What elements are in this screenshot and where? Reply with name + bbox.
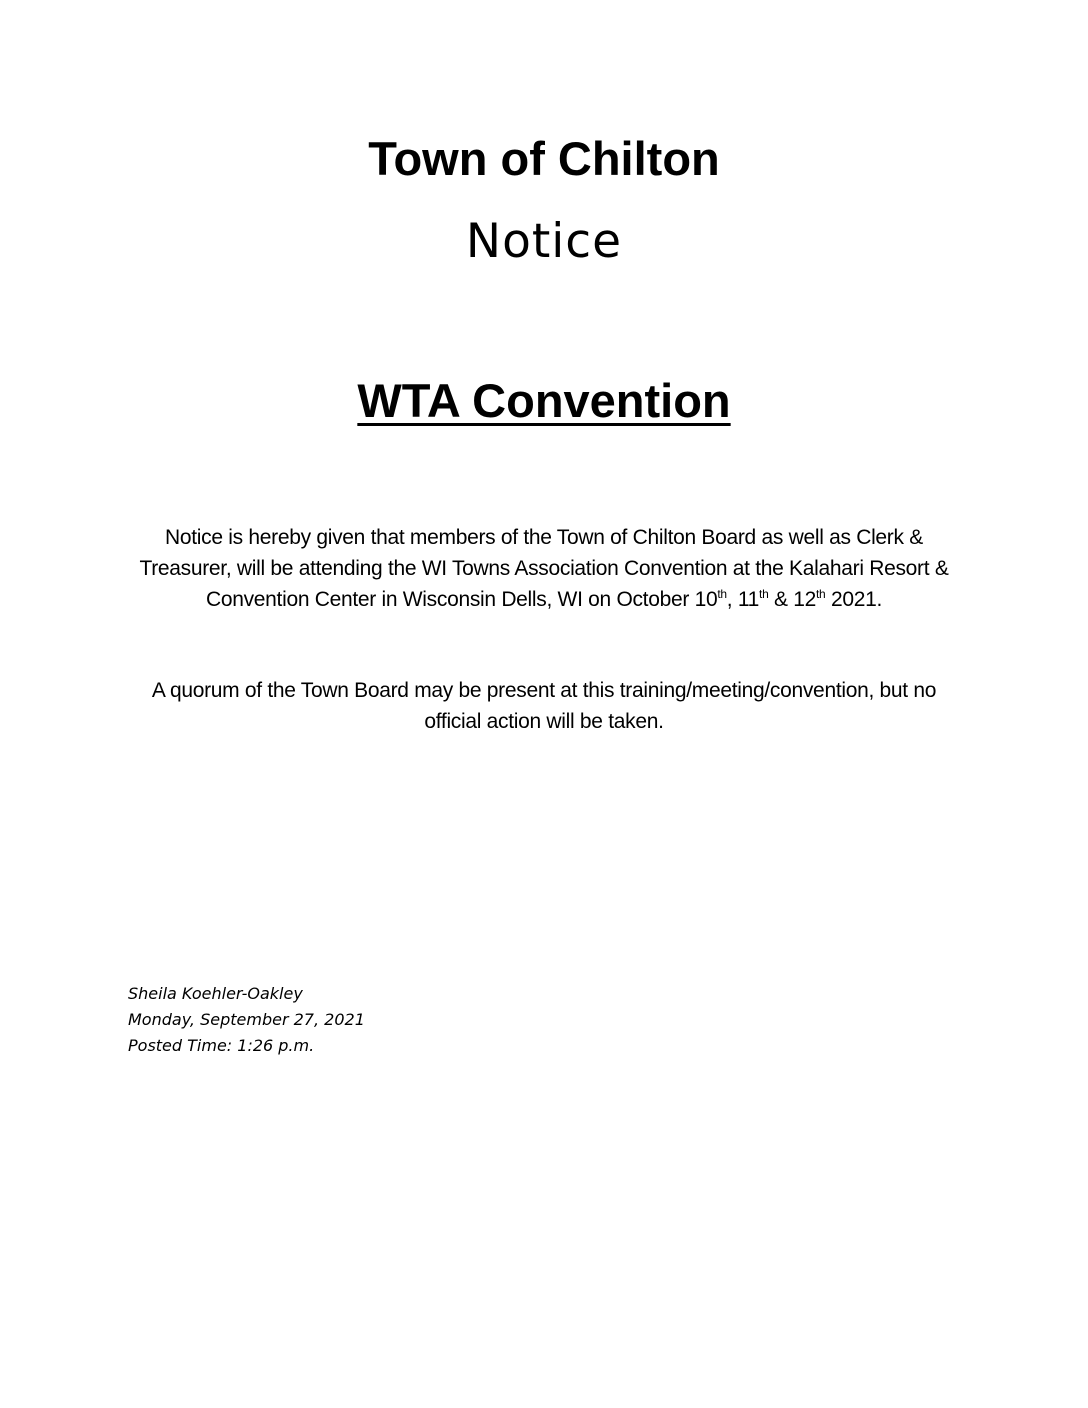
- ordinal-suffix: th: [816, 587, 826, 601]
- notice-paragraph-line: [110, 584, 978, 615]
- notice-paragraph-line: Notice is hereby given that members of the Town of Chilton Board as well as Clerk &: [165, 526, 923, 549]
- event-title: WTA Convention: [357, 374, 731, 427]
- date-text: 2021.: [825, 588, 883, 611]
- quorum-paragraph-line: A quorum of the Town Board may be present at this training/meeting/convention, but no: [151, 679, 937, 702]
- date-text: & 12: [768, 588, 817, 611]
- notice-title: Notice: [465, 214, 623, 269]
- signature-date: Monday, September 27, 2021: [128, 1010, 365, 1029]
- date-text: Convention Center in Wisconsin Dells, WI on October 10: [205, 588, 718, 611]
- quorum-paragraph-line: official action will be taken.: [424, 710, 664, 733]
- ordinal-suffix: th: [717, 587, 727, 601]
- signature-name: Sheila Koehler-Oakley: [128, 984, 303, 1003]
- town-title: Town of Chilton: [368, 132, 720, 185]
- date-text: , 11: [726, 588, 760, 611]
- notice-paragraph: [110, 522, 978, 615]
- notice-paragraph-line: Treasurer, will be attending the WI Towns Association Convention at the Kalahari Resort &: [139, 557, 949, 580]
- posted-time: Posted Time: 1:26 p.m.: [128, 1036, 315, 1055]
- quorum-paragraph: [110, 675, 978, 737]
- ordinal-suffix: th: [759, 587, 769, 601]
